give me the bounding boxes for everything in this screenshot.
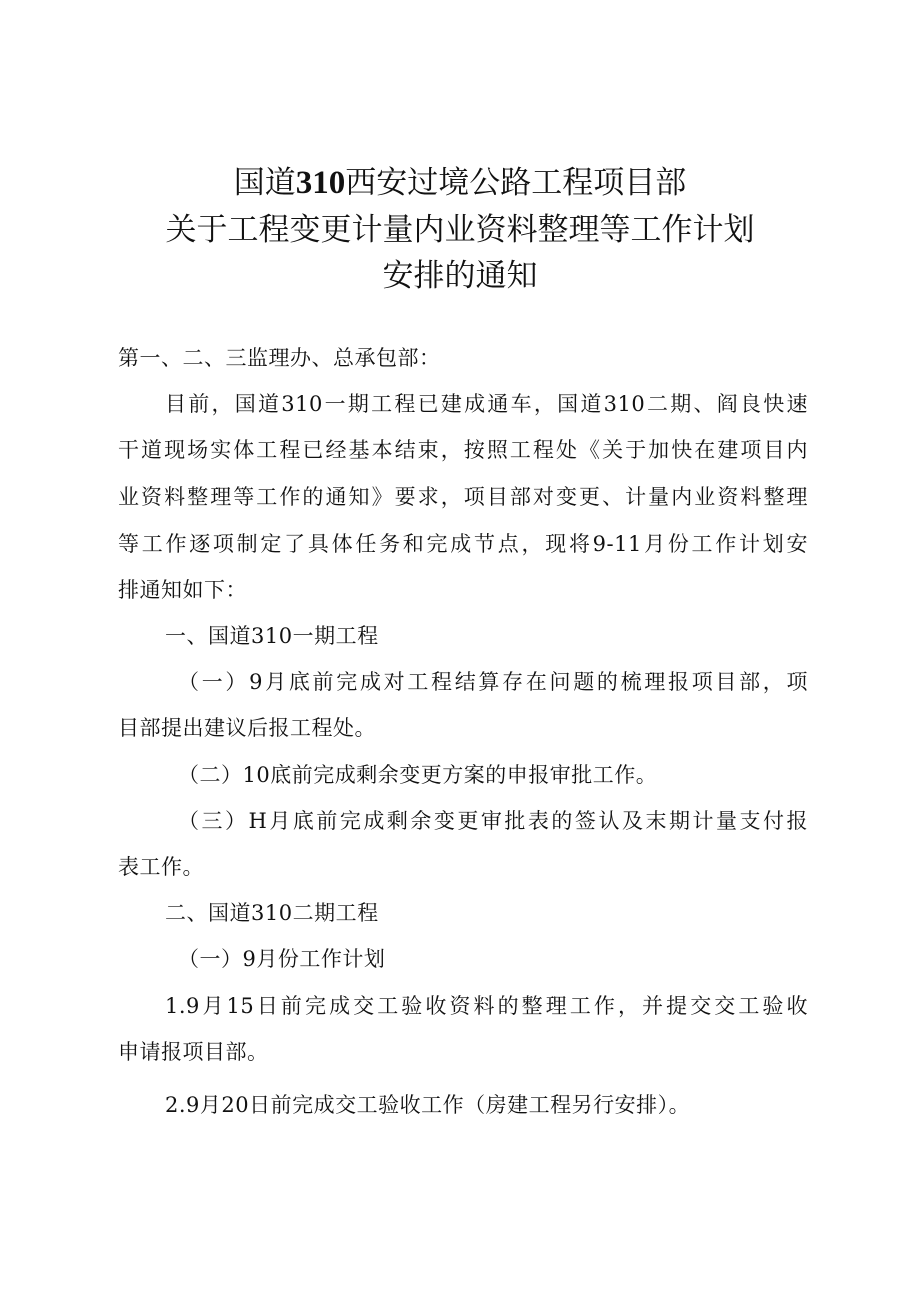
paragraph-line: 业资料整理等工作的通知》要求，项目部对变更、计量内业资料整理 — [118, 485, 808, 509]
paragraph-line: 申请报项目部。 — [118, 1040, 269, 1064]
section-heading: 一、国道310一期工程 — [165, 624, 379, 648]
subsection-heading: （一）9月份工作计划 — [178, 947, 386, 971]
paragraph-line: 等工作逐项制定了具体任务和完成节点，现将9-11月份工作计划安 — [118, 532, 808, 556]
paragraph-line: 表工作。 — [118, 855, 204, 879]
title-prefix: 国道 — [233, 165, 296, 201]
paragraph-line: （二）10底前完成剩余变更方案的申报审批工作。 — [178, 763, 658, 787]
paragraph-line: （三）H月底前完成剩余变更审批表的签认及末期计量支付报 — [178, 809, 808, 833]
addressee-line: 第一、二、三监理办、总承包部： — [118, 346, 441, 370]
document-title-line-2: 关于工程变更计量内业资料整理等工作计划 — [165, 212, 755, 248]
paragraph-line: 排通知如下： — [118, 578, 247, 602]
title-suffix: 西安过境公路工程项目部 — [345, 165, 687, 201]
document-title-line-1 — [0, 160, 920, 206]
section-heading: 二、国道310二期工程 — [165, 901, 379, 925]
title-route-number: 310 — [295, 165, 346, 201]
paragraph-line: 目部提出建议后报工程处。 — [118, 716, 376, 740]
paragraph-line: 目前，国道310一期工程已建成通车，国道310二期、阎良快速 — [165, 392, 808, 416]
paragraph-line: 2.9月20日前完成交工验收工作（房建工程另行安排）。 — [165, 1093, 691, 1117]
paragraph-line: （一）9月底前完成对工程结算存在问题的梳理报项目部，项 — [178, 670, 808, 694]
paragraph-line: 干道现场实体工程已经基本结束，按照工程处《关于加快在建项目内 — [118, 438, 808, 462]
document-title-line-3: 安排的通知 — [382, 258, 538, 294]
paragraph-line: 1.9月15日前完成交工验收资料的整理工作，并提交交工验收 — [165, 994, 808, 1018]
